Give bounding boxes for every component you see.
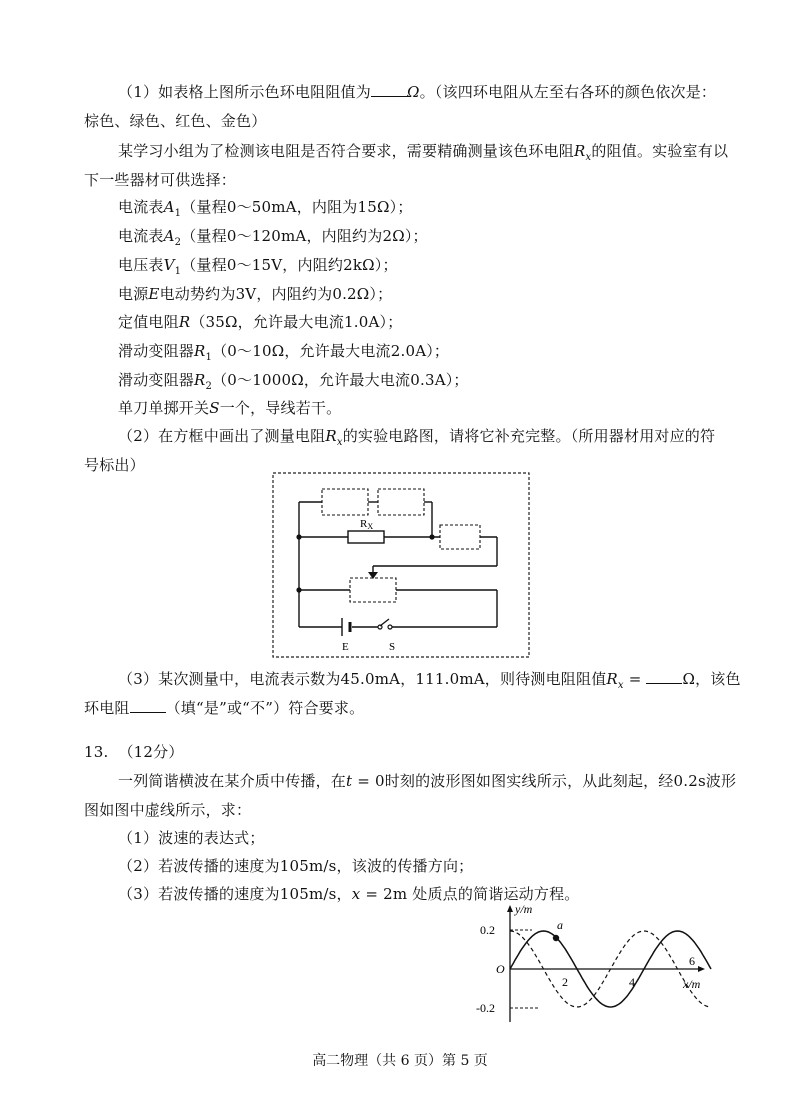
switch-label: S (389, 641, 396, 653)
empty-meter-box-1[interactable] (322, 489, 368, 515)
question-text: 棕色、绿色、红色、金色） (84, 112, 267, 130)
empty-component-box[interactable] (440, 525, 480, 549)
equipment-name: 定值电阻 (118, 313, 179, 331)
equipment-name: 电流表 (118, 198, 164, 216)
question-text: = 2m 处质点的简谐运动方程。 (360, 885, 580, 903)
question-text: （2）在方框中画出了测量电阻 (118, 427, 326, 445)
q13-header (84, 742, 184, 762)
x-axis-label: x/m (683, 977, 701, 991)
symbol-x: x (351, 885, 361, 903)
symbol-rx: R (606, 670, 618, 688)
equipment-item (118, 255, 398, 282)
equipment-spec: （35Ω，允许最大电流1.0A）； (190, 313, 403, 331)
switch-icon (378, 619, 392, 629)
question-text: （填“是”或“不”）符合要求。 (165, 699, 365, 717)
question-text: 的阻值。实验室有以 (591, 142, 729, 160)
symbol-subscript: x (585, 152, 592, 163)
question-text: （3）若波传播的速度为105m/s， (118, 885, 352, 903)
part-number: （1） (118, 83, 159, 101)
unit-text: Ω (406, 83, 420, 101)
equipment-subscript: 1 (205, 352, 213, 363)
question-number: 13. (84, 743, 109, 761)
x-tick-label: 4 (629, 975, 635, 989)
equipment-spec: 电动势约为3V，内阻约为0.2Ω）； (159, 285, 393, 303)
question-text: Ω，该色 (682, 670, 741, 688)
equipment-item (118, 197, 413, 224)
equipment-item (118, 341, 449, 368)
equipment-item (118, 226, 428, 253)
equipment-subscript: 1 (174, 208, 182, 219)
equipment-spec: （0～10Ω，允许最大电流2.0A）； (212, 342, 450, 360)
equipment-name: 滑动变阻器 (118, 371, 195, 389)
question-text: 如表格上图所示色环电阻阻值为 (158, 83, 371, 101)
circuit-diagram (272, 472, 530, 658)
question-text: 环电阻 (84, 699, 130, 717)
y-tick-top: 0.2 (480, 923, 495, 937)
battery-label: E (342, 641, 349, 653)
answer-blank[interactable] (130, 698, 166, 713)
point-a-label: a (557, 918, 563, 932)
empty-rheostat-box[interactable] (350, 578, 396, 602)
q12-intro-line2 (84, 170, 236, 190)
symbol-rx: R (325, 427, 337, 445)
q13-sub3 (118, 884, 579, 904)
q12-intro-line1 (118, 141, 728, 168)
junction-dot (296, 587, 301, 592)
equipment-subscript: 2 (205, 381, 213, 392)
equipment-spec: （量程0～50mA，内阻为15Ω）； (181, 198, 413, 216)
question-text: 下一些器材可供选择： (84, 171, 237, 189)
question-text: 图如图中虚线所示，求： (84, 801, 252, 819)
origin-label: O (496, 962, 505, 976)
q13-sub1 (118, 828, 265, 848)
answer-blank[interactable] (371, 82, 407, 97)
q13-stem-line2 (84, 800, 251, 820)
x-tick-label: 6 (689, 954, 695, 968)
x-axis-arrow-icon (698, 966, 705, 972)
equipment-symbol: V (163, 256, 175, 274)
q12-part3-line2 (84, 698, 364, 718)
x-tick-label: 2 (562, 975, 568, 989)
equipment-symbol: S (209, 399, 220, 417)
q12-part1-line2 (84, 111, 266, 131)
equipment-name: 滑动变阻器 (118, 342, 195, 360)
dashed-frame (273, 473, 529, 657)
equipment-symbol: E (148, 285, 160, 303)
equipment-item (118, 284, 392, 304)
equation-text: = 0 (352, 772, 385, 790)
y-tick-bottom: -0.2 (476, 1001, 495, 1015)
rx-label: RX (360, 518, 374, 531)
equipment-item (118, 398, 341, 418)
question-text: 号标出） (84, 456, 145, 474)
battery-icon (342, 618, 350, 636)
answer-blank[interactable] (646, 669, 682, 684)
symbol-rx: R (574, 142, 586, 160)
question-score: （12分） (118, 743, 184, 761)
q12-part2-line2 (84, 455, 145, 475)
question-text: （2）若波传播的速度为105m/s，该波的传播方向； (118, 857, 474, 875)
symbol-subscript: x (336, 437, 343, 448)
q12-part3-line1 (118, 669, 741, 696)
equipment-name: 电压表 (118, 256, 164, 274)
q12-part1-line1 (118, 82, 716, 102)
point-a-marker (553, 935, 559, 941)
equals-sign: = (623, 670, 647, 688)
equipment-symbol: R (194, 342, 206, 360)
equipment-name: 电源 (118, 285, 149, 303)
resistor-rx (348, 531, 384, 543)
equipment-spec: （量程0～15V，内阻约2kΩ）； (181, 256, 398, 274)
question-text: 。（该四环电阻从左至右各环的颜色依次是： (419, 83, 717, 101)
q13-stem-line1 (118, 771, 736, 791)
equipment-symbol: A (163, 198, 175, 216)
symbol-t: t (346, 772, 353, 790)
question-text: （1）波速的表达式； (118, 829, 265, 847)
question-text: 时刻的波形图如图实线所示，从此刻起，经0.2s波形 (384, 772, 737, 790)
question-text: 一列简谐横波在某介质中传播，在 (118, 772, 347, 790)
equipment-spec: （0～1000Ω，允许最大电流0.3A）； (212, 371, 469, 389)
equipment-symbol: R (194, 371, 206, 389)
equipment-symbol: R (178, 313, 191, 331)
q13-sub2 (118, 856, 473, 876)
page-footer: 高二物理（共 6 页）第 5 页 (312, 1053, 488, 1069)
symbol-subscript: x (617, 680, 624, 691)
junction-dot (296, 534, 301, 539)
equipment-item (118, 370, 469, 397)
equipment-item (118, 312, 402, 332)
y-axis-label: y/m (515, 902, 533, 916)
y-axis-arrow-icon (507, 905, 513, 912)
equipment-name: 单刀单掷开关 (118, 399, 210, 417)
question-text: （3）某次测量中，电流表示数为45.0mA，111.0mA，则待测电阻阻值 (118, 670, 607, 688)
equipment-subscript: 1 (174, 266, 182, 277)
empty-meter-box-2[interactable] (378, 489, 424, 515)
equipment-spec: （量程0～120mA，内阻约为2Ω）； (181, 227, 428, 245)
equipment-spec: 一个，导线若干。 (219, 399, 342, 417)
q12-part2-line1 (118, 426, 715, 453)
junction-dot (429, 534, 434, 539)
equipment-symbol: A (163, 227, 175, 245)
equipment-subscript: 2 (174, 237, 182, 248)
question-text: 的实验电路图，请将它补充完整。（所用器材用对应的符 (342, 427, 716, 445)
wave-graph (470, 902, 720, 1030)
equipment-name: 电流表 (118, 227, 164, 245)
question-text: 某学习小组为了检测该电阻是否符合要求，需要精确测量该色环电阻 (118, 142, 575, 160)
